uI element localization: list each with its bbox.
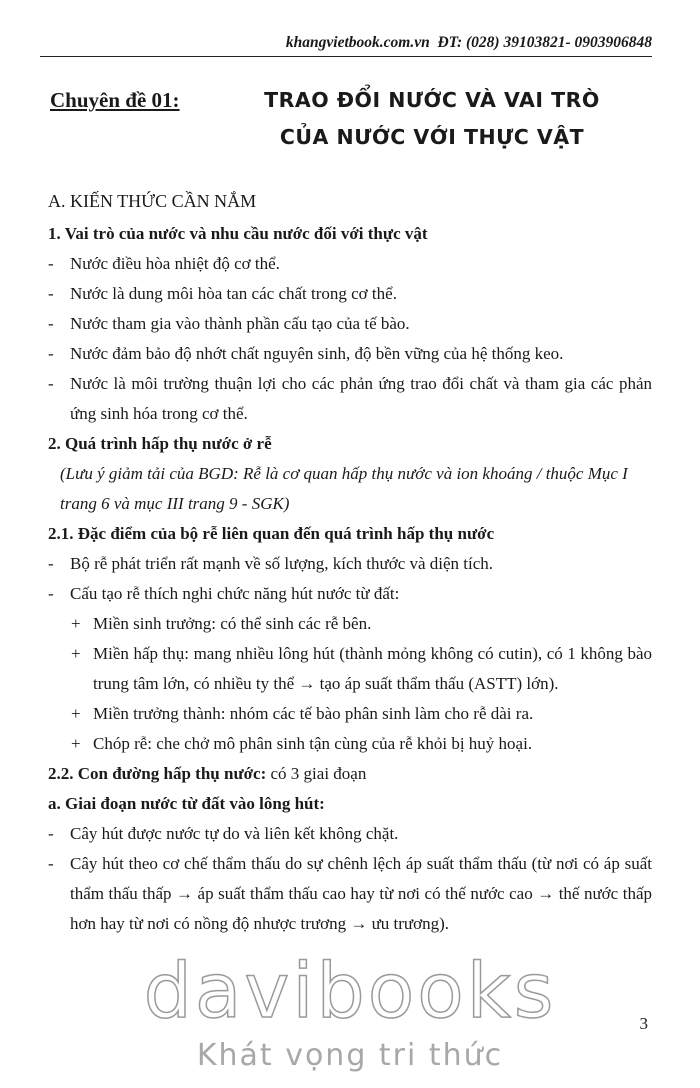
section-2-heading: 2. Quá trình hấp thụ nước ở rễ (48, 434, 272, 453)
watermark-slogan: Khát vọng tri thức (196, 1038, 504, 1073)
list-item: - Nước tham gia vào thành phần cấu tạo của tế bào. (48, 314, 410, 333)
chapter-title-line2: CỦA NƯỚC VỚI THỰC VẬT (279, 125, 585, 149)
list-item: - Cấu tạo rễ thích nghi chức năng hút nước từ đất: (48, 584, 400, 603)
curriculum-note: (Lưu ý giảm tải của BGD: Rễ là cơ quan hấp thụ nước và ion khoáng / thuộc Mục I trang 6 và mục III trang 9 - SGK) (60, 464, 628, 513)
chapter-heading (50, 82, 660, 162)
section-1-heading: 1. Vai trò của nước và nhu cầu nước đối với thực vật (48, 224, 428, 243)
list-item: - Cây hút được nước tự do và liên kết không chặt. (48, 824, 399, 843)
section-a-heading: A. KIẾN THỨC CẦN NẮM (48, 191, 257, 211)
list-item: - Nước đảm bảo độ nhớt chất nguyên sinh, độ bền vững của hệ thống keo. (48, 344, 564, 363)
page-number: 3 (639, 1014, 648, 1033)
chapter-label: Chuyên đề 01: (50, 88, 180, 112)
sub-list-item: + Chóp rễ: che chở mô phân sinh tận cùng của rễ khỏi bị huỷ hoại. (71, 734, 533, 753)
list-item: - Nước là môi trường thuận lợi cho các phản ứng trao đổi chất và tham gia các phản ứng sinh hóa trong cơ thể. (48, 374, 652, 423)
sub-list-item: + Miền sinh trưởng: có thể sinh các rễ bên. (71, 614, 372, 633)
list-item: - Cây hút theo cơ chế thẩm thấu do sự chênh lệch áp suất thẩm thấu (từ nơi có áp suất thẩm thấu thấp → áp suất thẩm thấu cao hay từ nơi có thế nước cao → thế nước thấp hơn hay từ nơi có nồng độ nhược trương → ưu trương). (48, 854, 652, 933)
list-item: - Nước điều hòa nhiệt độ cơ thể. (48, 254, 280, 273)
sub-list-item: + Miền hấp thụ: mang nhiều lông hút (thành mỏng không có cutin), có 1 không bào trung tâm lớn, có nhiều ty thể → tạo áp suất thẩm thấu (ASTT) lớn). (71, 644, 652, 693)
chapter-title-line1: TRAO ĐỔI NƯỚC VÀ VAI TRÒ (264, 88, 600, 112)
header-phone: ĐT: (028) 39103821- 0903906848 (437, 34, 652, 51)
section-2-1-heading: 2.1. Đặc điểm của bộ rễ liên quan đến quá trình hấp thụ nước (48, 524, 495, 543)
watermark-brand: davibooks (143, 946, 557, 1035)
section-2-2-heading: 2.2. Con đường hấp thụ nước: có 3 giai đoạn (48, 764, 367, 783)
list-item: - Nước là dung môi hòa tan các chất trong cơ thể. (48, 284, 397, 303)
list-item: - Bộ rễ phát triển rất mạnh về số lượng, kích thước và diện tích. (48, 554, 494, 573)
chapter-title (232, 82, 632, 156)
page-header (40, 34, 652, 57)
page-content (48, 184, 652, 939)
header-website: khangvietbook.com.vn (285, 34, 430, 51)
stage-a-heading: a. Giai đoạn nước từ đất vào lông hút: (48, 794, 325, 813)
sub-list-item: + Miền trưởng thành: nhóm các tế bào phân sinh làm cho rễ dài ra. (71, 704, 534, 723)
